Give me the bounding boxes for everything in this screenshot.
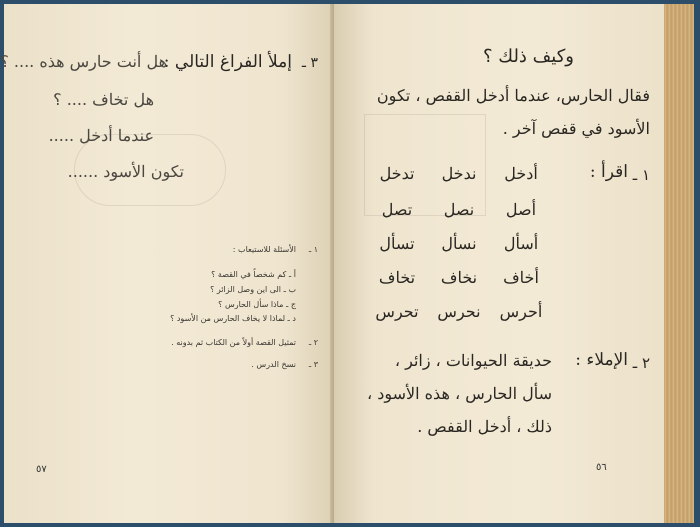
exercise3-line-1: هل أنت حارس هذه .... ؟ [0,52,167,71]
dictation-line-3: ذلك ، أدخل القفص . [417,417,552,436]
exercise3-line-4: تكون الأسود ...... [67,162,184,181]
conjugation-cell: أسأل [503,234,539,253]
paragraph-line-2: الأسود في قفص آخر . [502,119,650,138]
exercise3-number: ٣ ـ [301,55,318,71]
conjugation-cell: تخاف [378,268,416,287]
conjugation-row [366,164,552,183]
page-number-56: ٥٦ [596,462,607,473]
conjugation-cell: أخاف [503,268,539,287]
conjugation-row [366,200,552,219]
question-d: د ـ لماذا لا يخاف الحارس من الأسود ؟ [170,314,296,323]
question-a: أ ـ كم شخصاً في القصة ؟ [211,270,296,279]
question-b: ب ـ الى اين وصل الزائر ؟ [210,285,296,294]
conjugation-row [366,268,552,287]
conjugation-cell: أحرس [499,302,543,321]
conjugation-row [366,234,552,253]
questions-title: الأسئلة للاستيعاب : [232,245,296,254]
conjugation-cell: نحرس [437,302,481,321]
left-page [0,4,332,523]
paragraph-line-1: فقال الحارس، عندما أدخل القفص ، تكون [376,86,650,105]
conjugation-cell: نسأل [441,234,477,253]
conjugation-cell: نصل [443,200,475,219]
questions-number: ١ ـ [308,245,318,254]
exercise2-title: الإملاء : [575,350,628,370]
question-c: ج ـ ماذا سأل الحارس ؟ [218,300,296,309]
conjugation-cell: تحرس [375,302,419,321]
exercise1-title: اقرأ : [589,162,628,182]
exercise1-number: ١ ـ [632,166,650,184]
dictation-line-1: حديقة الحيوانات ، زائر ، [394,351,552,370]
conjugation-cell: تصل [381,200,413,219]
conjugation-cell: تدخل [379,164,415,183]
page-edges [664,4,694,523]
right-page [334,4,664,523]
exercise3-line-3: عندما أدخل ..... [48,126,154,145]
conjugation-cell: أصل [505,200,537,219]
instruction2-number: ٢ ـ [308,338,318,347]
instruction3-text: نسخ الدرس . [251,360,296,369]
instruction3-number: ٣ ـ [308,360,318,369]
open-book [0,4,694,523]
instruction2-text: تمثيل القصة أولاً من الكتاب ثم بدونه . [171,338,296,347]
exercise2-number: ٢ ـ [632,354,650,372]
conjugation-row [366,302,552,321]
conjugation-cell: تسأل [379,234,415,253]
conjugation-cell: ندخل [441,164,477,183]
exercise3-title: إملأ الفراغ التالي : [163,52,292,72]
conjugation-cell: نخاف [440,268,478,287]
dictation-line-2: سأل الحارس ، هذه الأسود ، [366,384,552,403]
page-number-57: ٥٧ [36,464,47,475]
right-heading: وكيف ذلك ؟ [483,46,574,67]
exercise3-line-2: هل تخاف .... ؟ [53,90,154,109]
conjugation-cell: أدخل [504,164,538,183]
